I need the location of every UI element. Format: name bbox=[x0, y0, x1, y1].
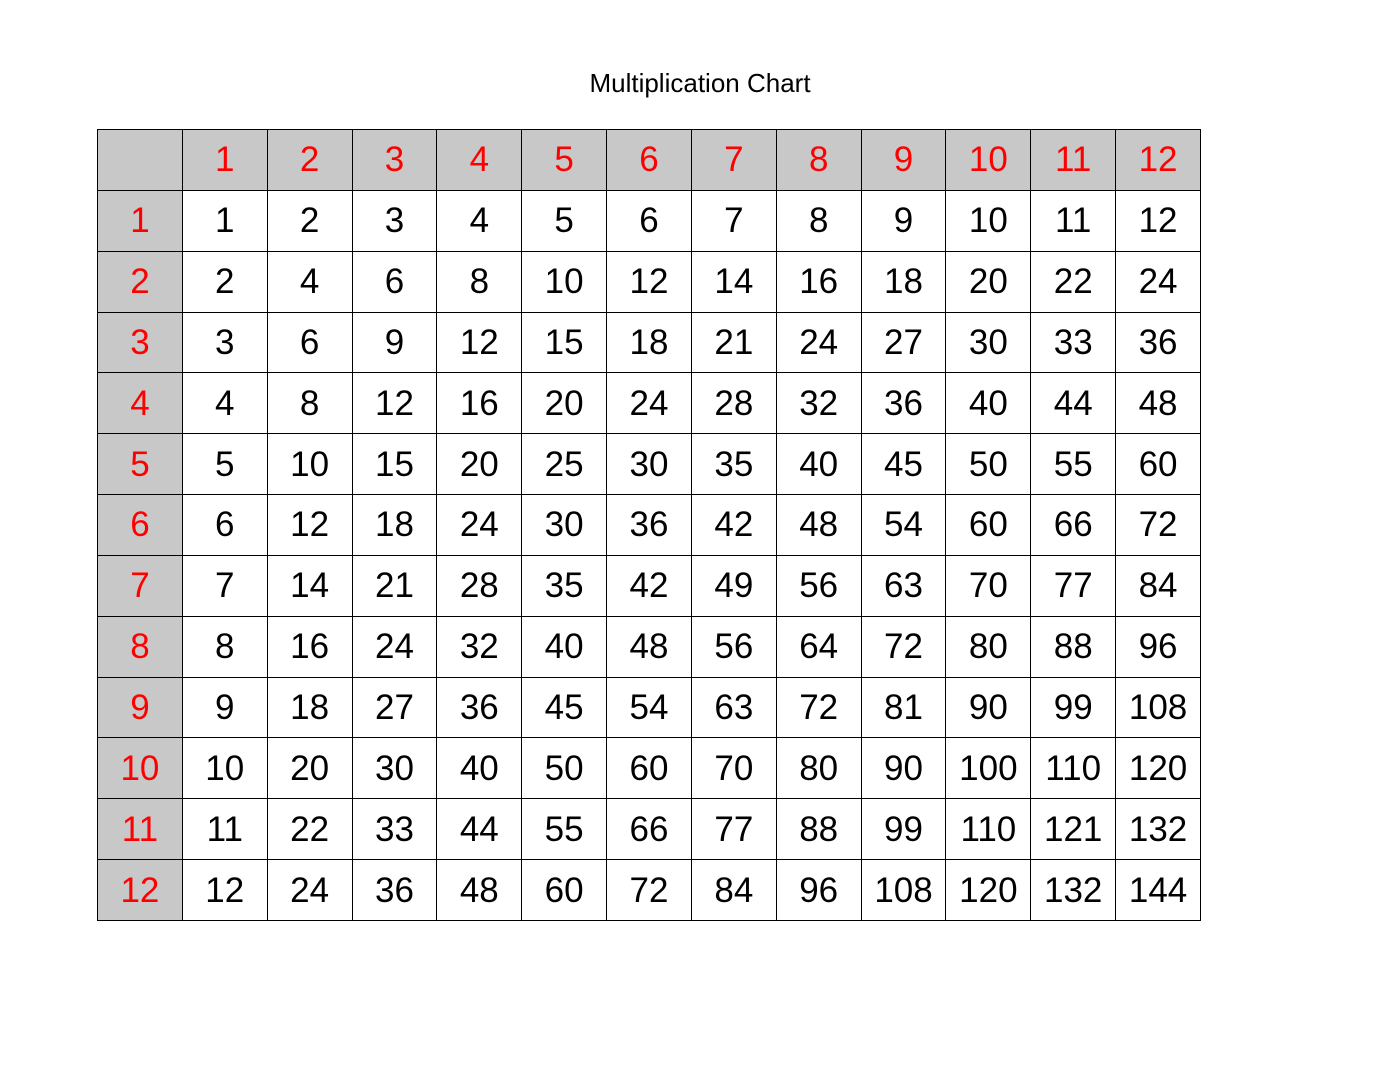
table-row bbox=[98, 799, 1201, 860]
product-cell: 9 bbox=[182, 677, 267, 738]
product-cell: 66 bbox=[607, 799, 692, 860]
product-cell: 56 bbox=[776, 555, 861, 616]
column-header: 8 bbox=[776, 130, 861, 191]
product-cell: 108 bbox=[861, 860, 946, 921]
product-cell: 72 bbox=[861, 616, 946, 677]
product-cell: 44 bbox=[437, 799, 522, 860]
product-cell: 81 bbox=[861, 677, 946, 738]
product-cell: 24 bbox=[267, 860, 352, 921]
table-row bbox=[98, 616, 1201, 677]
product-cell: 12 bbox=[607, 251, 692, 312]
product-cell: 55 bbox=[1031, 434, 1116, 495]
product-cell: 18 bbox=[607, 312, 692, 373]
column-header: 11 bbox=[1031, 130, 1116, 191]
product-cell: 80 bbox=[946, 616, 1031, 677]
product-cell: 3 bbox=[182, 312, 267, 373]
product-cell: 12 bbox=[1116, 190, 1201, 251]
table-row bbox=[98, 495, 1201, 556]
product-cell: 108 bbox=[1116, 677, 1201, 738]
product-cell: 27 bbox=[861, 312, 946, 373]
column-header: 5 bbox=[522, 130, 607, 191]
product-cell: 25 bbox=[522, 434, 607, 495]
product-cell: 40 bbox=[946, 373, 1031, 434]
product-cell: 6 bbox=[182, 495, 267, 556]
product-cell: 2 bbox=[182, 251, 267, 312]
product-cell: 120 bbox=[1116, 738, 1201, 799]
product-cell: 99 bbox=[1031, 677, 1116, 738]
product-cell: 36 bbox=[861, 373, 946, 434]
product-cell: 28 bbox=[691, 373, 776, 434]
product-cell: 40 bbox=[776, 434, 861, 495]
product-cell: 16 bbox=[437, 373, 522, 434]
table-row bbox=[98, 860, 1201, 921]
product-cell: 36 bbox=[352, 860, 437, 921]
product-cell: 15 bbox=[352, 434, 437, 495]
product-cell: 6 bbox=[267, 312, 352, 373]
row-header: 6 bbox=[98, 495, 183, 556]
product-cell: 20 bbox=[522, 373, 607, 434]
row-header: 9 bbox=[98, 677, 183, 738]
row-header: 11 bbox=[98, 799, 183, 860]
product-cell: 84 bbox=[691, 860, 776, 921]
product-cell: 8 bbox=[776, 190, 861, 251]
product-cell: 88 bbox=[1031, 616, 1116, 677]
product-cell: 144 bbox=[1116, 860, 1201, 921]
product-cell: 30 bbox=[522, 495, 607, 556]
table-row bbox=[98, 373, 1201, 434]
product-cell: 7 bbox=[182, 555, 267, 616]
row-header: 8 bbox=[98, 616, 183, 677]
product-cell: 7 bbox=[691, 190, 776, 251]
product-cell: 27 bbox=[352, 677, 437, 738]
product-cell: 16 bbox=[776, 251, 861, 312]
product-cell: 64 bbox=[776, 616, 861, 677]
product-cell: 60 bbox=[607, 738, 692, 799]
product-cell: 10 bbox=[946, 190, 1031, 251]
product-cell: 30 bbox=[607, 434, 692, 495]
table-body bbox=[98, 130, 1201, 921]
product-cell: 77 bbox=[1031, 555, 1116, 616]
product-cell: 3 bbox=[352, 190, 437, 251]
product-cell: 48 bbox=[607, 616, 692, 677]
product-cell: 42 bbox=[691, 495, 776, 556]
row-header: 7 bbox=[98, 555, 183, 616]
product-cell: 70 bbox=[946, 555, 1031, 616]
product-cell: 9 bbox=[861, 190, 946, 251]
product-cell: 36 bbox=[607, 495, 692, 556]
product-cell: 20 bbox=[437, 434, 522, 495]
product-cell: 24 bbox=[607, 373, 692, 434]
product-cell: 9 bbox=[352, 312, 437, 373]
product-cell: 44 bbox=[1031, 373, 1116, 434]
product-cell: 110 bbox=[1031, 738, 1116, 799]
product-cell: 10 bbox=[267, 434, 352, 495]
table-row bbox=[98, 251, 1201, 312]
product-cell: 48 bbox=[1116, 373, 1201, 434]
product-cell: 15 bbox=[522, 312, 607, 373]
product-cell: 24 bbox=[776, 312, 861, 373]
product-cell: 50 bbox=[946, 434, 1031, 495]
product-cell: 80 bbox=[776, 738, 861, 799]
product-cell: 72 bbox=[1116, 495, 1201, 556]
product-cell: 120 bbox=[946, 860, 1031, 921]
product-cell: 54 bbox=[607, 677, 692, 738]
table-row bbox=[98, 312, 1201, 373]
product-cell: 4 bbox=[437, 190, 522, 251]
product-cell: 24 bbox=[437, 495, 522, 556]
product-cell: 4 bbox=[182, 373, 267, 434]
product-cell: 60 bbox=[522, 860, 607, 921]
product-cell: 12 bbox=[437, 312, 522, 373]
table-row bbox=[98, 555, 1201, 616]
product-cell: 121 bbox=[1031, 799, 1116, 860]
product-cell: 11 bbox=[182, 799, 267, 860]
product-cell: 132 bbox=[1116, 799, 1201, 860]
product-cell: 66 bbox=[1031, 495, 1116, 556]
product-cell: 5 bbox=[182, 434, 267, 495]
product-cell: 14 bbox=[267, 555, 352, 616]
product-cell: 32 bbox=[437, 616, 522, 677]
corner-cell bbox=[98, 130, 183, 191]
product-cell: 22 bbox=[267, 799, 352, 860]
product-cell: 35 bbox=[522, 555, 607, 616]
product-cell: 14 bbox=[691, 251, 776, 312]
product-cell: 50 bbox=[522, 738, 607, 799]
product-cell: 90 bbox=[861, 738, 946, 799]
product-cell: 33 bbox=[1031, 312, 1116, 373]
product-cell: 40 bbox=[437, 738, 522, 799]
product-cell: 30 bbox=[946, 312, 1031, 373]
product-cell: 63 bbox=[691, 677, 776, 738]
table-row bbox=[98, 738, 1201, 799]
column-header: 2 bbox=[267, 130, 352, 191]
product-cell: 12 bbox=[352, 373, 437, 434]
column-header: 7 bbox=[691, 130, 776, 191]
multiplication-table bbox=[97, 129, 1201, 921]
product-cell: 45 bbox=[861, 434, 946, 495]
product-cell: 132 bbox=[1031, 860, 1116, 921]
column-header: 9 bbox=[861, 130, 946, 191]
product-cell: 33 bbox=[352, 799, 437, 860]
row-header: 1 bbox=[98, 190, 183, 251]
product-cell: 2 bbox=[267, 190, 352, 251]
product-cell: 8 bbox=[182, 616, 267, 677]
product-cell: 99 bbox=[861, 799, 946, 860]
product-cell: 54 bbox=[861, 495, 946, 556]
row-header: 3 bbox=[98, 312, 183, 373]
row-header: 10 bbox=[98, 738, 183, 799]
product-cell: 72 bbox=[607, 860, 692, 921]
product-cell: 8 bbox=[267, 373, 352, 434]
product-cell: 42 bbox=[607, 555, 692, 616]
product-cell: 45 bbox=[522, 677, 607, 738]
product-cell: 32 bbox=[776, 373, 861, 434]
product-cell: 60 bbox=[946, 495, 1031, 556]
product-cell: 35 bbox=[691, 434, 776, 495]
row-header: 4 bbox=[98, 373, 183, 434]
product-cell: 12 bbox=[267, 495, 352, 556]
product-cell: 84 bbox=[1116, 555, 1201, 616]
product-cell: 96 bbox=[776, 860, 861, 921]
product-cell: 18 bbox=[267, 677, 352, 738]
product-cell: 8 bbox=[437, 251, 522, 312]
product-cell: 18 bbox=[352, 495, 437, 556]
product-cell: 12 bbox=[182, 860, 267, 921]
product-cell: 48 bbox=[437, 860, 522, 921]
product-cell: 88 bbox=[776, 799, 861, 860]
table-row bbox=[98, 677, 1201, 738]
row-header: 2 bbox=[98, 251, 183, 312]
product-cell: 20 bbox=[946, 251, 1031, 312]
product-cell: 6 bbox=[607, 190, 692, 251]
product-cell: 4 bbox=[267, 251, 352, 312]
product-cell: 22 bbox=[1031, 251, 1116, 312]
product-cell: 56 bbox=[691, 616, 776, 677]
product-cell: 24 bbox=[1116, 251, 1201, 312]
product-cell: 63 bbox=[861, 555, 946, 616]
product-cell: 96 bbox=[1116, 616, 1201, 677]
column-header: 1 bbox=[182, 130, 267, 191]
product-cell: 21 bbox=[691, 312, 776, 373]
product-cell: 1 bbox=[182, 190, 267, 251]
product-cell: 21 bbox=[352, 555, 437, 616]
product-cell: 28 bbox=[437, 555, 522, 616]
product-cell: 110 bbox=[946, 799, 1031, 860]
product-cell: 36 bbox=[437, 677, 522, 738]
product-cell: 6 bbox=[352, 251, 437, 312]
product-cell: 36 bbox=[1116, 312, 1201, 373]
column-header: 12 bbox=[1116, 130, 1201, 191]
product-cell: 16 bbox=[267, 616, 352, 677]
product-cell: 48 bbox=[776, 495, 861, 556]
table-row bbox=[98, 434, 1201, 495]
column-header: 4 bbox=[437, 130, 522, 191]
product-cell: 55 bbox=[522, 799, 607, 860]
product-cell: 20 bbox=[267, 738, 352, 799]
header-row bbox=[98, 130, 1201, 191]
product-cell: 30 bbox=[352, 738, 437, 799]
product-cell: 18 bbox=[861, 251, 946, 312]
product-cell: 10 bbox=[522, 251, 607, 312]
product-cell: 100 bbox=[946, 738, 1031, 799]
product-cell: 5 bbox=[522, 190, 607, 251]
page-title: Multiplication Chart bbox=[589, 68, 811, 98]
product-cell: 49 bbox=[691, 555, 776, 616]
product-cell: 77 bbox=[691, 799, 776, 860]
column-header: 10 bbox=[946, 130, 1031, 191]
product-cell: 24 bbox=[352, 616, 437, 677]
product-cell: 60 bbox=[1116, 434, 1201, 495]
product-cell: 72 bbox=[776, 677, 861, 738]
product-cell: 11 bbox=[1031, 190, 1116, 251]
product-cell: 10 bbox=[182, 738, 267, 799]
product-cell: 40 bbox=[522, 616, 607, 677]
product-cell: 70 bbox=[691, 738, 776, 799]
row-header: 5 bbox=[98, 434, 183, 495]
row-header: 12 bbox=[98, 860, 183, 921]
table-row bbox=[98, 190, 1201, 251]
product-cell: 90 bbox=[946, 677, 1031, 738]
column-header: 6 bbox=[607, 130, 692, 191]
column-header: 3 bbox=[352, 130, 437, 191]
